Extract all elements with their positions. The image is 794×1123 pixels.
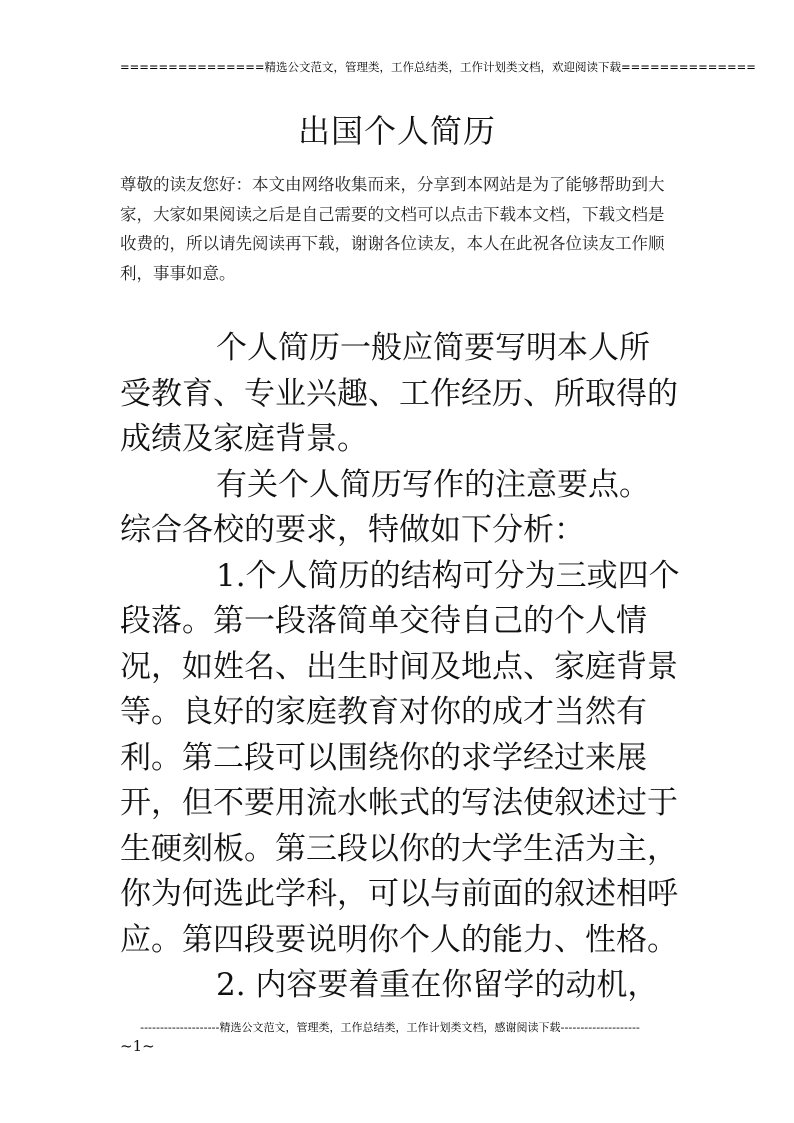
page-number: ~1~	[120, 1037, 155, 1055]
footer-banner: --------------------精选公文范文，管理类，工作总结类，工作计划类文档，感谢阅读下载--------------------	[140, 1021, 640, 1034]
body-paragraph: 有关个人简历写作的注意要点。综合各校的要求，特做如下分析：	[120, 466, 650, 548]
reader-notice: 尊敬的读友您好：本文由网络收集而来，分享到本网站是为了能够帮助到大家，大家如果阅读之后是自己需要的文档可以点击下载本文档，下载文档是收费的，所以请先阅读再下载，谢谢各位读友，本人在此祝各位读友工作顺利，事事如意。	[120, 175, 665, 283]
body-paragraph: 1.个人简历的结构可分为三或四个段落。第一段落简单交待自己的个人情况，如姓名、出生时间及地点、家庭背景等。良好的家庭教育对你的成才当然有利。第二段可以围绕你的求学经过来展开，但不要用流水帐式的写法使叙述过于生硬刻板。第三段以你的大学生活为主，你为何选此学科，可以与前面的叙述相呼应。第四段要说明你个人的能力、性格。	[120, 557, 680, 958]
document-title: 出国个人简历	[297, 112, 496, 150]
document-body	[120, 326, 680, 1009]
body-paragraph: 个人简历一般应简要写明本人所受教育、专业兴趣、工作经历、所取得的成绩及家庭背景。	[120, 330, 678, 457]
body-paragraph: 2. 内容要着重在你留学的动机，	[216, 967, 659, 1003]
header-banner: ===============精选公文范文，管理类，工作总结类，工作计划类文档，欢迎阅读下载==============	[120, 60, 756, 74]
